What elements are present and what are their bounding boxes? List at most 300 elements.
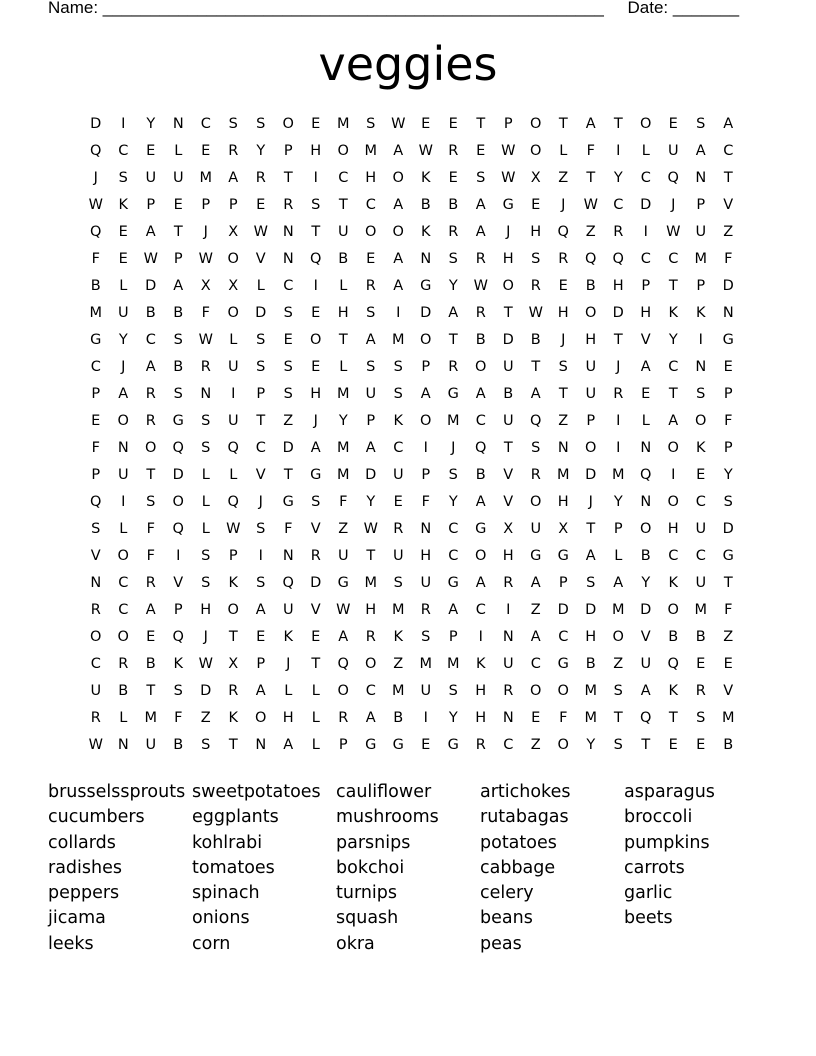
grid-letter[interactable]: O (695, 413, 707, 429)
grid-letter[interactable]: E (668, 116, 678, 132)
grid-letter[interactable]: F (284, 521, 293, 537)
grid-letter[interactable]: E (146, 629, 156, 645)
grid-letter[interactable]: U (117, 467, 129, 483)
grid-letter[interactable]: H (667, 521, 679, 537)
grid-letter[interactable]: L (311, 710, 320, 726)
grid-letter[interactable]: S (531, 440, 541, 456)
grid-letter[interactable]: M (391, 332, 405, 348)
grid-letter[interactable]: N (90, 575, 102, 591)
grid-letter[interactable]: N (282, 251, 294, 267)
grid-letter[interactable]: A (145, 224, 156, 240)
grid-letter[interactable]: Z (723, 224, 734, 240)
grid-letter[interactable]: V (640, 629, 651, 645)
grid-letter[interactable]: N (502, 710, 514, 726)
grid-letter[interactable]: O (530, 116, 542, 132)
grid-letter[interactable]: H (200, 602, 212, 618)
grid-letter[interactable]: U (227, 359, 239, 375)
grid-letter[interactable]: Y (448, 710, 458, 726)
grid-letter[interactable]: C (668, 548, 679, 564)
grid-letter[interactable]: O (365, 656, 377, 672)
grid-letter[interactable]: M (584, 710, 597, 726)
grid-letter[interactable]: S (448, 251, 458, 267)
grid-letter[interactable]: D (502, 332, 514, 348)
grid-letter[interactable]: Q (667, 656, 679, 672)
grid-letter[interactable]: U (640, 656, 652, 672)
grid-letter[interactable]: R (90, 710, 101, 726)
grid-letter[interactable]: G (365, 737, 377, 753)
grid-letter[interactable]: T (613, 116, 623, 132)
grid-letter[interactable]: V (503, 494, 514, 510)
grid-letter[interactable]: U (227, 413, 239, 429)
grid-letter[interactable]: E (118, 251, 128, 267)
grid-letter[interactable]: A (668, 413, 679, 429)
grid-letter[interactable]: G (722, 332, 734, 348)
grid-letter[interactable]: V (503, 467, 514, 483)
grid-letter[interactable]: O (585, 440, 597, 456)
grid-letter[interactable]: I (643, 224, 648, 240)
grid-letter[interactable]: Q (227, 440, 239, 456)
grid-letter[interactable]: S (201, 413, 211, 429)
grid-letter[interactable]: W (88, 197, 103, 213)
grid-letter[interactable]: M (144, 710, 157, 726)
grid-letter[interactable]: O (117, 548, 129, 564)
grid-letter[interactable]: L (229, 467, 238, 483)
grid-letter[interactable]: X (228, 656, 239, 672)
grid-letter[interactable]: P (256, 386, 266, 402)
grid-letter[interactable]: J (203, 224, 208, 240)
grid-letter[interactable]: T (146, 467, 156, 483)
grid-letter[interactable]: M (584, 683, 597, 699)
grid-letter[interactable]: X (558, 521, 569, 537)
grid-letter[interactable]: T (723, 170, 733, 186)
grid-letter[interactable]: L (614, 548, 623, 564)
grid-letter[interactable]: S (256, 116, 266, 132)
grid-letter[interactable]: Q (310, 251, 322, 267)
grid-letter[interactable]: J (121, 359, 126, 375)
grid-letter[interactable]: P (91, 467, 101, 483)
grid-letter[interactable]: R (365, 278, 376, 294)
grid-letter[interactable]: Q (172, 521, 184, 537)
grid-letter[interactable]: Q (227, 494, 239, 510)
grid-letter[interactable]: L (119, 521, 128, 537)
grid-letter[interactable]: C (255, 440, 266, 456)
grid-letter[interactable]: E (723, 656, 733, 672)
grid-letter[interactable]: T (558, 116, 568, 132)
grid-letter[interactable]: O (530, 143, 542, 159)
grid-letter[interactable]: U (117, 305, 129, 321)
grid-letter[interactable]: T (311, 224, 321, 240)
grid-letter[interactable]: E (256, 629, 266, 645)
grid-letter[interactable]: F (91, 251, 100, 267)
grid-letter[interactable]: A (420, 386, 431, 402)
grid-letter[interactable]: F (339, 494, 348, 510)
grid-letter[interactable]: X (228, 278, 239, 294)
grid-letter[interactable]: O (530, 683, 542, 699)
grid-letter[interactable]: O (282, 116, 294, 132)
grid-letter[interactable]: T (503, 305, 513, 321)
grid-letter[interactable]: G (557, 656, 569, 672)
grid-letter[interactable]: M (694, 251, 707, 267)
grid-letter[interactable]: L (174, 143, 183, 159)
grid-letter[interactable]: C (200, 116, 211, 132)
grid-letter[interactable]: N (695, 170, 707, 186)
grid-letter[interactable]: I (616, 413, 621, 429)
grid-letter[interactable]: H (310, 386, 322, 402)
grid-letter[interactable]: T (723, 575, 733, 591)
grid-letter[interactable]: R (393, 521, 404, 537)
grid-letter[interactable]: R (530, 467, 541, 483)
grid-letter[interactable]: N (557, 440, 569, 456)
grid-letter[interactable]: W (253, 224, 268, 240)
grid-letter[interactable]: R (475, 251, 486, 267)
grid-letter[interactable]: A (640, 683, 651, 699)
grid-letter[interactable]: E (173, 197, 183, 213)
grid-letter[interactable]: A (695, 143, 706, 159)
grid-letter[interactable]: G (475, 521, 487, 537)
grid-letter[interactable]: S (173, 332, 183, 348)
grid-letter[interactable]: X (503, 521, 514, 537)
grid-letter[interactable]: E (641, 386, 651, 402)
grid-letter[interactable]: W (473, 278, 488, 294)
grid-letter[interactable]: O (337, 683, 349, 699)
grid-letter[interactable]: U (90, 683, 102, 699)
grid-letter[interactable]: M (336, 467, 350, 483)
grid-letter[interactable]: S (311, 494, 321, 510)
grid-letter[interactable]: K (668, 305, 678, 321)
grid-letter[interactable]: O (667, 440, 679, 456)
grid-letter[interactable]: S (366, 359, 376, 375)
grid-letter[interactable]: S (586, 575, 596, 591)
grid-letter[interactable]: F (559, 710, 568, 726)
grid-letter[interactable]: C (338, 170, 349, 186)
grid-letter[interactable]: O (557, 683, 569, 699)
grid-letter[interactable]: H (557, 494, 569, 510)
grid-letter[interactable]: D (255, 305, 267, 321)
grid-letter[interactable]: P (228, 548, 238, 564)
grid-letter[interactable]: Z (200, 710, 211, 726)
grid-letter[interactable]: C (475, 413, 486, 429)
grid-letter[interactable]: E (448, 116, 458, 132)
grid-letter[interactable]: R (365, 629, 376, 645)
grid-letter[interactable]: R (613, 224, 624, 240)
grid-letter[interactable]: L (119, 710, 128, 726)
grid-letter[interactable]: L (284, 683, 293, 699)
grid-letter[interactable]: E (311, 629, 321, 645)
grid-letter[interactable]: P (696, 197, 706, 213)
name-field-line[interactable]: _____________________________________________________ (102, 0, 604, 17)
grid-letter[interactable]: M (556, 467, 570, 483)
grid-letter[interactable]: A (255, 602, 266, 618)
grid-letter[interactable]: M (446, 413, 460, 429)
grid-letter[interactable]: P (613, 521, 623, 537)
grid-letter[interactable]: V (310, 602, 321, 618)
grid-letter[interactable]: X (228, 224, 239, 240)
grid-letter[interactable]: Y (613, 170, 623, 186)
grid-letter[interactable]: R (448, 143, 459, 159)
grid-letter[interactable]: W (198, 656, 213, 672)
grid-letter[interactable]: W (528, 305, 543, 321)
grid-letter[interactable]: U (530, 521, 542, 537)
grid-letter[interactable]: H (365, 170, 377, 186)
grid-letter[interactable]: M (446, 656, 460, 672)
grid-letter[interactable]: H (420, 548, 432, 564)
grid-letter[interactable]: S (366, 116, 376, 132)
grid-letter[interactable]: B (173, 359, 184, 375)
grid-letter[interactable]: Z (558, 170, 569, 186)
grid-letter[interactable]: T (311, 656, 321, 672)
grid-letter[interactable]: M (336, 116, 350, 132)
grid-letter[interactable]: I (121, 494, 126, 510)
grid-letter[interactable]: R (613, 386, 624, 402)
grid-letter[interactable]: G (282, 494, 294, 510)
grid-letter[interactable]: I (671, 467, 676, 483)
grid-letter[interactable]: W (198, 251, 213, 267)
grid-letter[interactable]: J (203, 629, 208, 645)
grid-letter[interactable]: Y (613, 494, 623, 510)
grid-letter[interactable]: E (696, 467, 706, 483)
grid-letter[interactable]: W (666, 224, 681, 240)
grid-letter[interactable]: L (201, 467, 210, 483)
grid-letter[interactable]: R (255, 170, 266, 186)
grid-letter[interactable]: C (640, 170, 651, 186)
grid-letter[interactable]: W (143, 251, 158, 267)
grid-letter[interactable]: N (172, 116, 184, 132)
grid-letter[interactable]: X (200, 278, 211, 294)
grid-letter[interactable]: S (531, 251, 541, 267)
grid-letter[interactable]: D (722, 278, 734, 294)
grid-letter[interactable]: J (561, 197, 566, 213)
grid-letter[interactable]: S (696, 116, 706, 132)
grid-letter[interactable]: U (145, 737, 157, 753)
grid-letter[interactable]: F (201, 305, 210, 321)
grid-letter[interactable]: A (365, 440, 376, 456)
grid-letter[interactable]: D (585, 467, 597, 483)
grid-letter[interactable]: Q (337, 656, 349, 672)
grid-letter[interactable]: Q (612, 251, 624, 267)
grid-letter[interactable]: Z (393, 656, 404, 672)
grid-letter[interactable]: O (117, 413, 129, 429)
grid-letter[interactable]: D (310, 575, 322, 591)
grid-letter[interactable]: B (173, 305, 184, 321)
grid-letter[interactable]: U (695, 521, 707, 537)
grid-letter[interactable]: W (501, 143, 516, 159)
grid-letter[interactable]: C (118, 602, 129, 618)
grid-letter[interactable]: L (311, 683, 320, 699)
grid-letter[interactable]: Z (558, 413, 569, 429)
grid-letter[interactable]: Q (172, 629, 184, 645)
grid-letter[interactable]: S (393, 386, 403, 402)
grid-letter[interactable]: T (283, 467, 293, 483)
grid-letter[interactable]: S (283, 386, 293, 402)
grid-letter[interactable]: O (392, 170, 404, 186)
grid-letter[interactable]: G (310, 467, 322, 483)
grid-letter[interactable]: P (256, 656, 266, 672)
grid-letter[interactable]: O (255, 710, 267, 726)
grid-letter[interactable]: C (558, 629, 569, 645)
grid-letter[interactable]: G (722, 548, 734, 564)
grid-letter[interactable]: Z (530, 737, 541, 753)
grid-letter[interactable]: E (421, 737, 431, 753)
grid-letter[interactable]: P (91, 386, 101, 402)
grid-letter[interactable]: W (391, 116, 406, 132)
grid-letter[interactable]: G (447, 575, 459, 591)
grid-letter[interactable]: Y (448, 278, 458, 294)
grid-letter[interactable]: J (451, 440, 456, 456)
grid-letter[interactable]: C (640, 251, 651, 267)
grid-letter[interactable]: E (448, 170, 458, 186)
grid-letter[interactable]: S (256, 575, 266, 591)
grid-letter[interactable]: F (586, 143, 595, 159)
grid-letter[interactable]: E (476, 143, 486, 159)
grid-letter[interactable]: L (119, 278, 128, 294)
grid-letter[interactable]: W (363, 521, 378, 537)
grid-letter[interactable]: K (420, 224, 431, 240)
grid-letter[interactable]: M (694, 602, 707, 618)
grid-letter[interactable]: B (503, 386, 514, 402)
grid-letter[interactable]: T (668, 710, 678, 726)
grid-letter[interactable]: B (475, 332, 486, 348)
grid-letter[interactable]: F (174, 710, 183, 726)
grid-letter[interactable]: U (392, 548, 404, 564)
grid-letter[interactable]: L (201, 521, 210, 537)
grid-letter[interactable]: U (392, 467, 404, 483)
grid-letter[interactable]: N (117, 440, 129, 456)
grid-letter[interactable]: R (448, 224, 459, 240)
grid-letter[interactable]: P (723, 386, 733, 402)
grid-letter[interactable]: C (668, 359, 679, 375)
grid-letter[interactable]: L (256, 278, 265, 294)
grid-letter[interactable]: E (256, 197, 266, 213)
grid-letter[interactable]: U (585, 359, 597, 375)
grid-letter[interactable]: V (173, 575, 184, 591)
grid-letter[interactable]: O (640, 116, 652, 132)
grid-letter[interactable]: O (612, 629, 624, 645)
grid-letter[interactable]: G (502, 197, 514, 213)
grid-letter[interactable]: U (695, 224, 707, 240)
grid-letter[interactable]: E (311, 116, 321, 132)
grid-letter[interactable]: H (365, 602, 377, 618)
grid-letter[interactable]: J (93, 170, 98, 186)
grid-letter[interactable]: D (172, 467, 184, 483)
grid-letter[interactable]: O (585, 305, 597, 321)
grid-letter[interactable]: D (640, 602, 652, 618)
grid-letter[interactable]: W (226, 521, 241, 537)
grid-letter[interactable]: C (365, 197, 376, 213)
grid-letter[interactable]: O (667, 494, 679, 510)
grid-letter[interactable]: Q (90, 494, 102, 510)
grid-letter[interactable]: S (173, 683, 183, 699)
grid-letter[interactable]: M (364, 143, 377, 159)
grid-letter[interactable]: K (228, 575, 238, 591)
grid-letter[interactable]: O (420, 332, 432, 348)
grid-letter[interactable]: S (201, 548, 211, 564)
grid-letter[interactable]: S (613, 737, 623, 753)
grid-letter[interactable]: H (530, 224, 542, 240)
grid-letter[interactable]: A (338, 629, 349, 645)
grid-letter[interactable]: H (585, 629, 597, 645)
grid-letter[interactable]: K (695, 440, 706, 456)
grid-letter[interactable]: R (200, 359, 211, 375)
grid-letter[interactable]: E (531, 710, 541, 726)
grid-letter[interactable]: I (698, 332, 703, 348)
grid-letter[interactable]: E (723, 359, 733, 375)
grid-letter[interactable]: K (475, 656, 486, 672)
grid-letter[interactable]: W (501, 170, 516, 186)
grid-letter[interactable]: G (172, 413, 184, 429)
grid-letter[interactable]: O (337, 143, 349, 159)
grid-letter[interactable]: O (475, 359, 487, 375)
grid-letter[interactable]: P (283, 143, 293, 159)
grid-letter[interactable]: O (310, 332, 322, 348)
grid-letter[interactable]: C (723, 143, 734, 159)
grid-letter[interactable]: K (668, 683, 678, 699)
grid-letter[interactable]: A (448, 602, 459, 618)
grid-letter[interactable]: T (366, 548, 376, 564)
grid-letter[interactable]: M (611, 602, 625, 618)
grid-letter[interactable]: C (613, 197, 624, 213)
grid-letter[interactable]: D (557, 602, 569, 618)
grid-letter[interactable]: R (90, 602, 101, 618)
grid-letter[interactable]: P (696, 278, 706, 294)
grid-letter[interactable]: Y (338, 413, 348, 429)
grid-letter[interactable]: S (283, 359, 293, 375)
grid-letter[interactable]: S (311, 197, 321, 213)
grid-letter[interactable]: E (696, 737, 706, 753)
grid-letter[interactable]: K (393, 629, 403, 645)
grid-letter[interactable]: K (420, 170, 431, 186)
grid-letter[interactable]: N (722, 305, 734, 321)
grid-letter[interactable]: S (366, 305, 376, 321)
grid-letter[interactable]: O (475, 548, 487, 564)
grid-letter[interactable]: B (338, 251, 349, 267)
grid-letter[interactable]: S (256, 521, 266, 537)
grid-letter[interactable]: S (448, 467, 458, 483)
grid-letter[interactable]: D (200, 683, 212, 699)
grid-letter[interactable]: H (612, 278, 624, 294)
grid-letter[interactable]: Z (585, 224, 596, 240)
grid-letter[interactable]: W (336, 602, 351, 618)
grid-letter[interactable]: V (90, 548, 101, 564)
grid-letter[interactable]: B (668, 629, 679, 645)
grid-letter[interactable]: L (201, 494, 210, 510)
grid-letter[interactable]: Z (530, 602, 541, 618)
grid-letter[interactable]: D (365, 467, 377, 483)
grid-letter[interactable]: Q (585, 251, 597, 267)
grid-letter[interactable]: U (420, 683, 432, 699)
grid-letter[interactable]: H (557, 305, 569, 321)
grid-letter[interactable]: T (256, 413, 266, 429)
grid-letter[interactable]: E (696, 656, 706, 672)
grid-letter[interactable]: Z (283, 413, 294, 429)
grid-letter[interactable]: A (448, 305, 459, 321)
grid-letter[interactable]: R (420, 602, 431, 618)
grid-letter[interactable]: I (258, 548, 263, 564)
grid-letter[interactable]: Z (338, 521, 349, 537)
grid-letter[interactable]: T (613, 710, 623, 726)
grid-letter[interactable]: T (558, 386, 568, 402)
grid-letter[interactable]: S (118, 170, 128, 186)
grid-letter[interactable]: R (228, 143, 239, 159)
grid-letter[interactable]: R (283, 197, 294, 213)
grid-letter[interactable]: P (228, 197, 238, 213)
grid-letter[interactable]: Y (641, 575, 651, 591)
grid-letter[interactable]: S (173, 386, 183, 402)
grid-letter[interactable]: G (557, 548, 569, 564)
grid-letter[interactable]: C (695, 548, 706, 564)
grid-letter[interactable]: K (228, 710, 238, 726)
grid-letter[interactable]: U (502, 656, 514, 672)
grid-letter[interactable]: Q (282, 575, 294, 591)
